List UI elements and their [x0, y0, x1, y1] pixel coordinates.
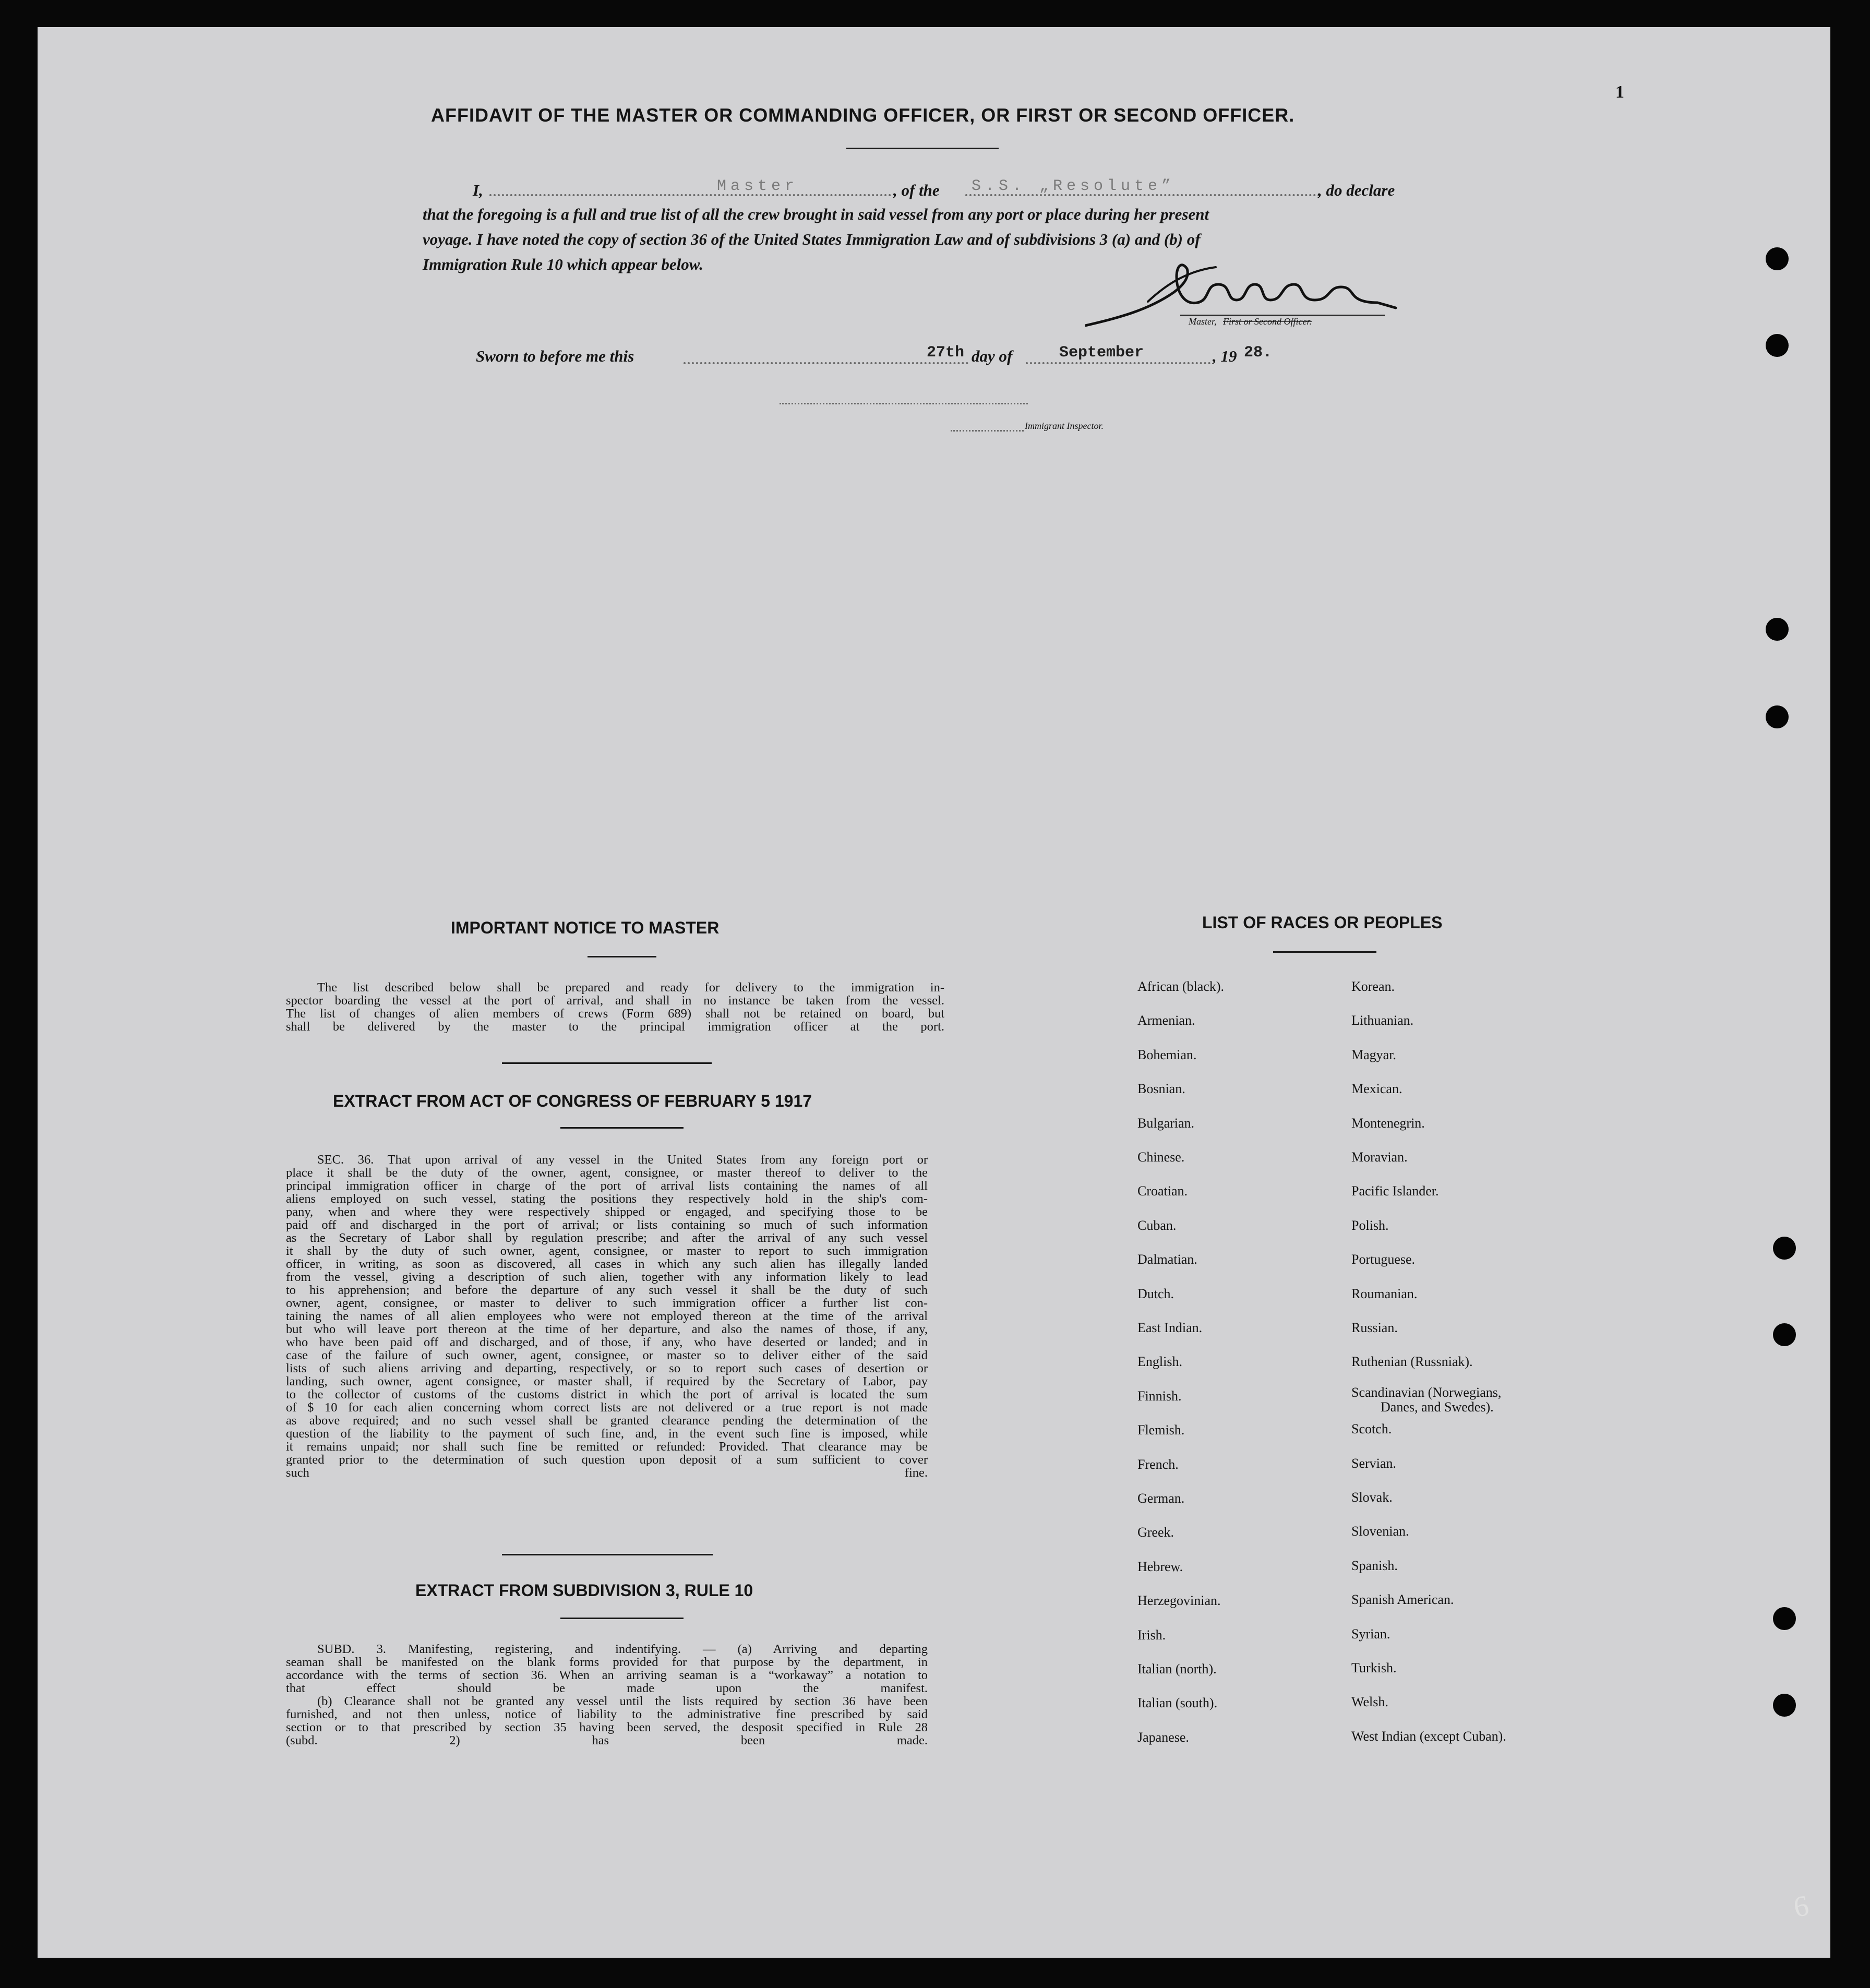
act-line: paid off and discharged in the port of arrival; or lists containing so much of such information — [286, 1218, 928, 1232]
section-divider — [502, 1554, 713, 1555]
race-right-item-continuation: Danes, and Swedes). — [1381, 1399, 1494, 1415]
notice-title: IMPORTANT NOTICE TO MASTER — [451, 918, 720, 937]
affidavit-i: I, — [473, 181, 483, 199]
act-line: of $ 10 for each alien concerning whom correct lists are not delivered or a true report is not made — [286, 1400, 928, 1415]
race-left-item: Chinese. — [1137, 1149, 1185, 1165]
race-right-item: Roumanian. — [1351, 1286, 1418, 1301]
rule-title: EXTRACT FROM SUBDIVISION 3, RULE 10 — [415, 1581, 753, 1600]
race-left-item: Bosnian. — [1137, 1081, 1185, 1096]
act-line: place it shall be the duty of the owner, agent, consignee, or master thereof to deliver to the — [286, 1166, 928, 1180]
races-underline — [1273, 951, 1376, 953]
act-line: it shall by the duty of such owner, agent, consignee, or master to report to such immigration — [286, 1244, 928, 1258]
act-line: principal immigration officer in charge of the port of arrival lists containing the names of all — [286, 1179, 928, 1193]
race-right-item: Lithuanian. — [1351, 1013, 1414, 1028]
act-line: granted prior to the determination of such question upon deposit of a sum sufficient to cover — [286, 1453, 928, 1467]
race-right-item: Korean. — [1351, 979, 1395, 994]
rule-line: (b) Clearance shall not be granted any vessel until the lists required by section 36 have been — [317, 1694, 928, 1708]
act-line: but who will leave port thereon at the time of her departure, and also the names of those, if any, — [286, 1322, 928, 1336]
sworn-day-value: 27th — [927, 344, 965, 362]
punch-hole — [1773, 1607, 1796, 1630]
rule-line: seaman shall be manifested on the blank forms provided for that purpose by the department, in — [286, 1655, 928, 1669]
signature-underline — [1180, 315, 1385, 316]
act-line: officer, in writing, as soon as discovered, all cases in which any such alien has illegally landed — [286, 1257, 928, 1271]
punch-hole — [1766, 618, 1789, 641]
race-left-item: Greek. — [1137, 1525, 1174, 1540]
race-left-item: Italian (north). — [1137, 1661, 1217, 1676]
vessel-name-value: S.S. „Resolute” — [972, 177, 1176, 195]
race-right-item: Servian. — [1351, 1456, 1396, 1471]
inspector-caption-dots — [951, 430, 1024, 432]
act-section-36-text — [286, 1153, 928, 1479]
act-line: as the Secretary of Labor shall by regulation prescribe; and after the arrival of any such vessel — [286, 1231, 928, 1245]
affidavit-of-the: , of the — [893, 181, 940, 199]
race-right-item: Syrian. — [1351, 1626, 1390, 1642]
act-line: to his apprehension; and before the departure of any such vessel it shall be the duty of such — [286, 1283, 928, 1297]
notice-line: shall be delivered by the master to the principal immigration officer at the port. — [286, 1020, 944, 1034]
punch-hole — [1766, 705, 1789, 728]
race-left-item: Italian (south). — [1137, 1695, 1218, 1710]
sworn-day-of: day of — [972, 347, 1013, 365]
inspector-signature-blank — [780, 403, 1028, 404]
act-line: case of the failure of such owner, agent, consignee, or master so to deliver either of the said — [286, 1348, 928, 1362]
race-left-item: Bohemian. — [1137, 1047, 1197, 1062]
race-right-item: Scandinavian (Norwegians, — [1351, 1385, 1502, 1400]
race-right-item: Montenegrin. — [1351, 1116, 1425, 1131]
rule-line: furnished, and not then unless, notice of liability to the administrative fine prescribed by said — [286, 1707, 928, 1721]
affidavit-text-line: that the foregoing is a full and true list of all the crew brought in said vessel from any port or place during her present — [423, 205, 1209, 223]
act-line: who have been paid off and discharged, and of those, if any, who have deserted or landed; and in — [286, 1335, 928, 1349]
notice-line: spector boarding the vessel at the port of arrival, and shall in no instance be taken from the vessel. — [286, 993, 944, 1008]
race-left-item: Hebrew. — [1137, 1559, 1183, 1574]
race-right-item: Russian. — [1351, 1320, 1398, 1335]
race-left-item: French. — [1137, 1457, 1179, 1472]
title-underline — [846, 148, 999, 149]
sworn-year-prefix: , 19 — [1213, 347, 1237, 365]
race-left-item: Cuban. — [1137, 1218, 1177, 1233]
notice-paragraph — [286, 981, 944, 1033]
rule-underline — [560, 1618, 684, 1619]
race-left-item: German. — [1137, 1491, 1185, 1506]
act-line: taining the names of all alien employees who were not employed thereon at the time of the arrival — [286, 1309, 928, 1323]
race-right-item: Welsh. — [1351, 1694, 1388, 1709]
race-left-item: Armenian. — [1137, 1013, 1195, 1028]
punch-hole — [1773, 1323, 1796, 1346]
page-number-mark: 6 — [1791, 1889, 1812, 1924]
race-right-item: Magyar. — [1351, 1047, 1396, 1062]
race-right-item: Moravian. — [1351, 1149, 1408, 1165]
act-line: pany, when and where they were respectively shipped or engaged, and specifying those to be — [286, 1205, 928, 1219]
act-line: question of the liability to the payment of such fine, and, in the event such fine is imposed, while — [286, 1427, 928, 1441]
race-left-item: Dutch. — [1137, 1286, 1174, 1301]
rule-line: (subd. 2) has been made. — [286, 1733, 928, 1747]
rule-line: SUBD. 3. Manifesting, registering, and indentifying. — (a) Arriving and departing — [317, 1642, 928, 1656]
race-right-item: Portuguese. — [1351, 1252, 1416, 1267]
race-left-item: East Indian. — [1137, 1320, 1203, 1335]
race-right-item: Spanish American. — [1351, 1592, 1454, 1607]
rule-line: that effect should be made upon the manifest. — [286, 1681, 928, 1695]
rule-line: section or to that prescribed by section 35 having been served, the desposit specified in Rule 28 — [286, 1720, 928, 1734]
sworn-year-value: 28. — [1244, 344, 1273, 362]
notice-underline — [588, 956, 656, 957]
sworn-month-blank — [1026, 362, 1210, 364]
notice-line: The list described below shall be prepared and ready for delivery to the immigration in- — [317, 980, 944, 995]
affidavit-title: AFFIDAVIT OF THE MASTER OR COMMANDING OFFICER, OR FIRST OR SECOND OFFICER. — [431, 104, 1295, 126]
act-line: owner, agent, consignee, or master to deliver to such immigration officer a further list con- — [286, 1296, 928, 1310]
rule-line: accordance with the terms of section 36. When an arriving seaman is a “workaway” a notation to — [286, 1668, 928, 1682]
race-left-item: Finnish. — [1137, 1388, 1182, 1404]
notice-line: The list of changes of alien members of crews (Form 689) shall not be retained on board, but — [286, 1007, 944, 1021]
act-line: such fine. — [286, 1466, 928, 1480]
race-right-item: Ruthenian (Russniak). — [1351, 1354, 1473, 1369]
race-right-item: Mexican. — [1351, 1081, 1403, 1096]
races-title: LIST OF RACES OR PEOPLES — [1202, 913, 1443, 932]
race-left-item: Irish. — [1137, 1627, 1166, 1643]
act-title: EXTRACT FROM ACT OF CONGRESS OF FEBRUARY 5 1917 — [333, 1092, 812, 1110]
race-left-item: Dalmatian. — [1137, 1252, 1197, 1267]
race-left-item: African (black). — [1137, 979, 1225, 994]
race-left-item: Flemish. — [1137, 1422, 1185, 1438]
master-rank-value: Master — [717, 177, 799, 195]
race-right-item: Turkish. — [1351, 1660, 1397, 1675]
race-right-item: Polish. — [1351, 1218, 1389, 1233]
affidavit-text-line: voyage. I have noted the copy of section 36 of the United States Immigration Law and of subdivisions 3 (a) and (b) of — [423, 230, 1201, 248]
affidavit-do-declare: , do declare — [1318, 181, 1395, 199]
sworn-day-blank — [684, 362, 968, 364]
race-right-item: Slovak. — [1351, 1490, 1393, 1505]
punch-hole — [1766, 334, 1789, 357]
signature-caption-struck: First or Second Officer. — [1223, 316, 1312, 327]
rule-subdivision-3-text — [286, 1643, 928, 1747]
affidavit-text-line: Immigration Rule 10 which appear below. — [423, 255, 703, 273]
act-line: to the collector of customs of the customs district in which the port of arrival is located the sum — [286, 1387, 928, 1402]
race-left-item: Croatian. — [1137, 1183, 1188, 1199]
punch-hole — [1773, 1237, 1796, 1260]
act-line: aliens employed on such vessel, stating the positions they respectively hold in the ship's com- — [286, 1192, 928, 1206]
rank-blank — [489, 194, 891, 196]
race-right-item: Slovenian. — [1351, 1524, 1409, 1539]
punch-hole — [1766, 247, 1789, 270]
race-right-item: Scotch. — [1351, 1421, 1392, 1436]
act-underline — [560, 1127, 684, 1129]
signature-caption-master: Master, — [1189, 316, 1217, 327]
act-line: SEC. 36. That upon arrival of any vessel in the United States from any foreign port or — [317, 1153, 928, 1167]
race-right-item: Pacific Islander. — [1351, 1183, 1439, 1199]
act-line: lists of such aliens arriving and departing, respectively, or so to report such cases of desertion or — [286, 1361, 928, 1375]
page-number-mark: 1 — [1615, 82, 1624, 102]
inspector-caption: Immigrant Inspector. — [1025, 421, 1104, 431]
race-right-item: Spanish. — [1351, 1558, 1398, 1573]
race-left-item: Herzegovinian. — [1137, 1593, 1221, 1608]
punch-hole — [1773, 1694, 1796, 1717]
act-line: it remains unpaid; nor shall such fine be remitted or refunded: Provided. That clearance may be — [286, 1440, 928, 1454]
race-left-item: Japanese. — [1137, 1730, 1189, 1745]
act-line: as above required; and no such vessel shall be granted clearance pending the determination of the — [286, 1414, 928, 1428]
act-line: landing, such owner, agent consignee, or master shall, if required by the Secretary of Labor, pay — [286, 1374, 928, 1388]
section-divider — [502, 1062, 712, 1064]
sworn-month-value: September — [1059, 344, 1144, 362]
race-left-item: English. — [1137, 1354, 1182, 1369]
race-right-item: West Indian (except Cuban). — [1351, 1729, 1506, 1744]
sworn-prefix: Sworn to before me this — [476, 347, 634, 365]
act-line: from the vessel, giving a description of such alien, together with any information likely to lead — [286, 1270, 928, 1284]
race-left-item: Bulgarian. — [1137, 1116, 1195, 1131]
